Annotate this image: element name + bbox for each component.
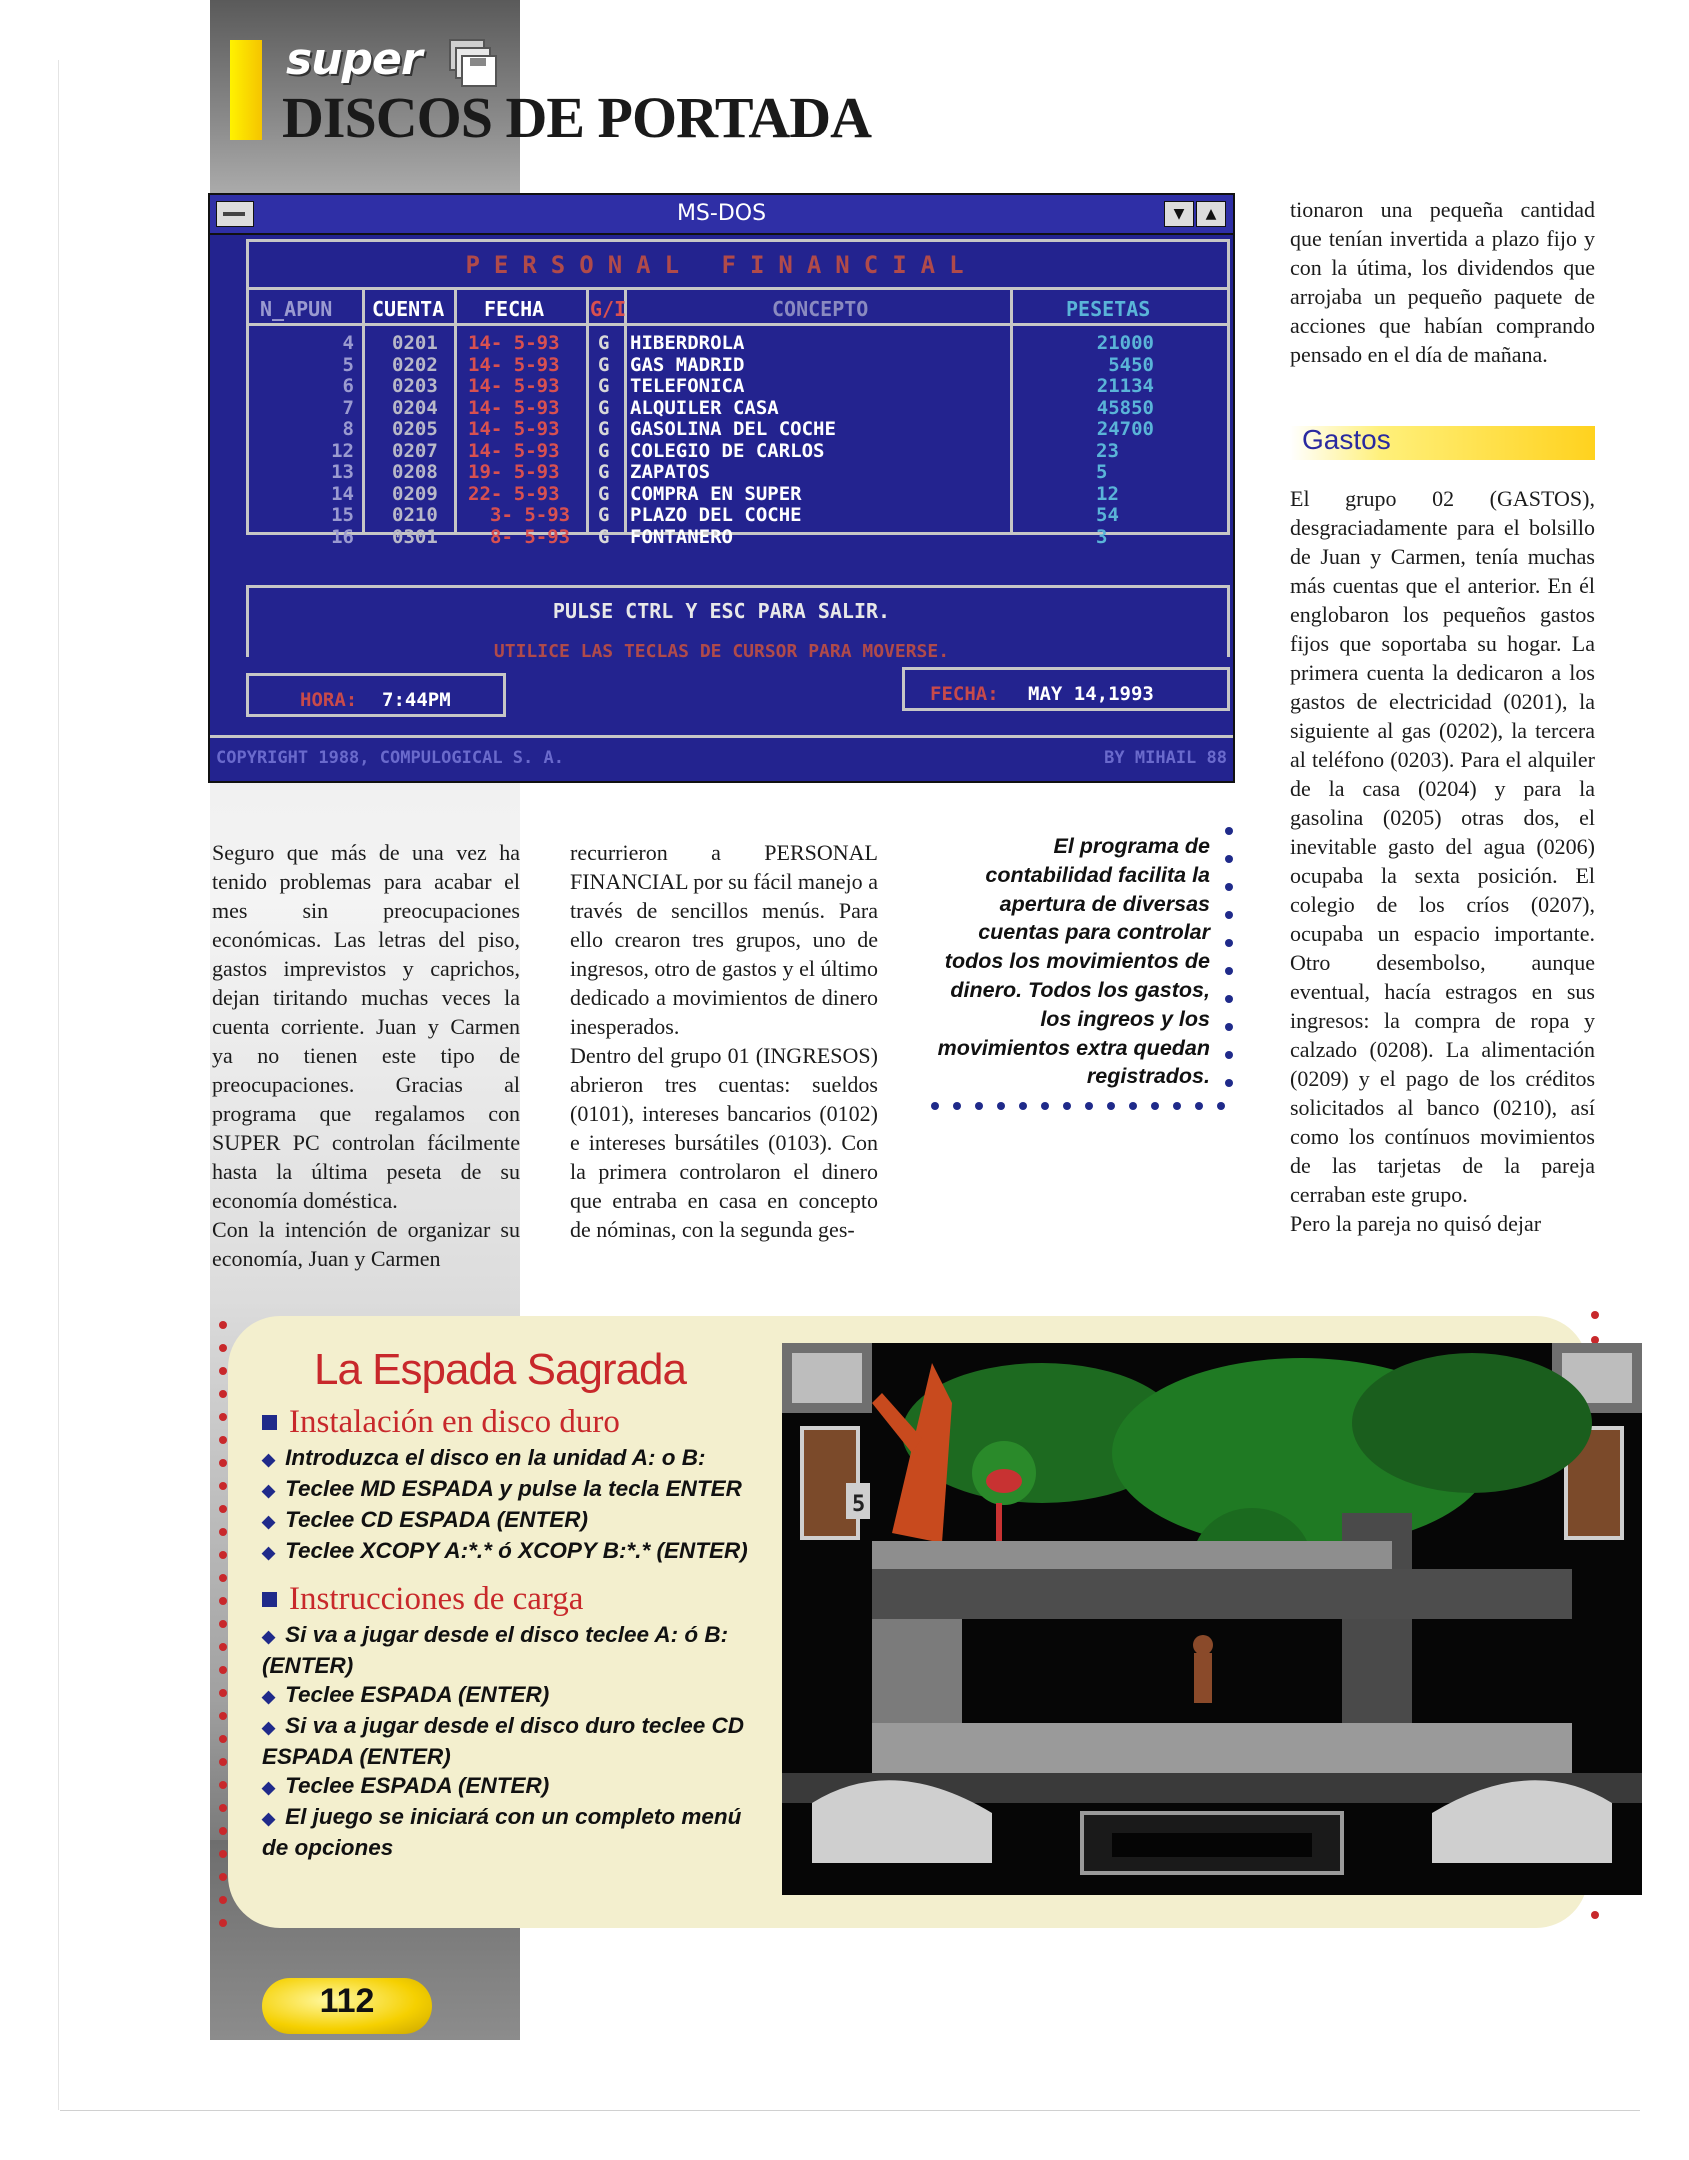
cell-gi: G (598, 461, 610, 483)
cell-cuenta: 0202 (392, 353, 438, 376)
paragraph: Seguro que más de una vez ha tenido problemas para acabar el mes sin preocupaciones económicas. Las letras del piso, gastos imprevistos y caprichos, dejan tiritando muchas veces la cuenta corriente. Juan y Carmen ya no tienen este tipo de preocupaciones. Gracias al programa que regalamos con SUPER PC controlan fácilmente hasta la última peseta de su economía doméstica. (212, 840, 520, 1213)
cell-gi: G (598, 375, 610, 397)
copyright-line: COPYRIGHT 1988, COMPULOGICAL S. A. (216, 748, 564, 768)
game-scene (782, 1343, 1642, 1895)
diamond-bullet-icon: ◆ (262, 1450, 276, 1469)
cell-gi: G (598, 396, 610, 419)
install-steps (262, 1443, 772, 1567)
dotted-border (930, 1101, 1234, 1111)
cell-concepto: GAS MADRID (630, 353, 745, 376)
cell-gi: G (598, 353, 610, 376)
cell-gi: G (598, 525, 610, 548)
cell-fecha: 14- 5-93 (468, 396, 560, 419)
divider (1010, 287, 1013, 535)
list-item (262, 1536, 772, 1567)
list-item (262, 1711, 772, 1771)
install-section (262, 1404, 772, 1862)
cell-napun: 4 (342, 332, 354, 354)
header-accent-bar (230, 40, 262, 140)
step-text: Teclee ESPADA (ENTER) (285, 1773, 550, 1798)
paragraph: El grupo 02 (GASTOS), desgraciadamente para el bolsillo de Juan y Carmen, tenía muchas más cuentas que el anterior. En él englobaron los pequeños gastos fijos que soportaba su hogar. La primera cuenta la dedicaron a los gastos de electricidad (0201), la siguiente al gas (0202), la tercera al teléfono (0203). Para el alquiler de la casa (0204) y para la gasolina (0205) otras dos, el inevitable gasto del agua (0206) ocupaba la sexta posición. El colegio de los críos (0207), ocupaba un espacio importante. Otro desembolso, aunque eventual, hacía estragos en sus ingresos: la compra de ropa y calzado (0208). La alimentación (0209) y el pago de los créditos solicitados al banco (0210), así como los contínuos movimientos de las tarjetas de la pareja cerraban este grupo. (1290, 486, 1595, 1207)
paragraph: Con la intención de organizar su economía, Juan y Carmen (212, 1217, 520, 1271)
cell-fecha: 22- 5-93 (468, 482, 560, 505)
cell-cuenta: 0207 (392, 439, 438, 462)
fecha-label: FECHA: (930, 683, 999, 705)
step-text: Teclee ESPADA (ENTER) (285, 1682, 550, 1707)
cell-napun: 13 (331, 461, 354, 483)
cell-pesetas: 23 (1096, 439, 1119, 462)
divider (246, 323, 1230, 326)
section-title: DISCOS DE PORTADA (282, 85, 871, 150)
divider (246, 287, 1230, 290)
cell-pesetas: 21000 (1096, 332, 1154, 354)
install-heading-text: Instalación en disco duro (289, 1404, 620, 1440)
load-steps (262, 1620, 772, 1862)
cell-cuenta: 0208 (392, 461, 438, 483)
exit-message: PULSE CTRL Y ESC PARA SALIR. (552, 599, 891, 623)
bottom-rule (60, 2110, 1640, 2111)
gastos-heading: Gastos (1302, 424, 1391, 455)
divider (624, 287, 627, 535)
diamond-bullet-icon: ◆ (262, 1718, 276, 1737)
step-text: Introduzca el disco en la unidad A: o B: (285, 1445, 706, 1470)
dotted-border (218, 1320, 228, 1928)
author-line: BY MIHAIL 88 (1104, 748, 1227, 768)
col-header-cuenta: CUENTA (372, 297, 445, 321)
cell-gi: G (598, 439, 610, 462)
load-heading (262, 1581, 772, 1618)
cell-cuenta: 0205 (392, 418, 438, 440)
diamond-bullet-icon: ◆ (262, 1481, 276, 1500)
cell-concepto: HIBERDROLA (630, 332, 745, 354)
cell-napun: 7 (342, 396, 354, 419)
list-item (262, 1802, 772, 1862)
square-bullet-icon (262, 1415, 277, 1430)
pull-quote: El programa de contabilidad facilita la apertura de diversas cuentas para controlar todos los movimientos de dinero. Todos los gastos, los ingreos y los movimientos extra quedan registrados. (937, 834, 1210, 1089)
article-col2 (570, 838, 878, 1244)
cell-concepto: TELEFONICA (630, 375, 745, 397)
divider (362, 287, 365, 535)
msdos-window (208, 193, 1235, 783)
cell-cuenta: 0301 (392, 525, 438, 548)
cell-fecha: 8- 5-93 (490, 525, 571, 548)
cell-cuenta: 0209 (392, 482, 438, 505)
cell-cuenta: 0203 (392, 375, 438, 397)
cell-fecha: 14- 5-93 (468, 332, 560, 354)
divider (586, 287, 589, 535)
col-header-concepto: CONCEPTO (772, 297, 869, 321)
step-text: Teclee CD ESPADA (ENTER) (285, 1507, 589, 1532)
cursor-message: UTILICE LAS TECLAS DE CURSOR PARA MOVERSE. (493, 641, 950, 662)
step-text: Si va a jugar desde el disco duro teclee CD ESPADA (ENTER) (262, 1713, 744, 1769)
diamond-bullet-icon: ◆ (262, 1778, 276, 1797)
cell-concepto: COLEGIO DE CARLOS (630, 439, 825, 462)
diamond-bullet-icon: ◆ (262, 1512, 276, 1531)
list-item (262, 1505, 772, 1536)
diamond-bullet-icon: ◆ (262, 1687, 276, 1706)
minimize-button[interactable]: ▼ (1164, 201, 1194, 227)
article-col4 (1290, 484, 1595, 1238)
game-screenshot (782, 1343, 1642, 1895)
step-text: Teclee XCOPY A:*.* ó XCOPY B:*.* (ENTER) (285, 1538, 748, 1563)
list-item (262, 1443, 772, 1474)
window-titlebar (210, 195, 1233, 235)
hora-box (246, 673, 506, 717)
cell-pesetas: 3 (1096, 525, 1108, 548)
hora-label: HORA: (300, 689, 358, 711)
col-header-fecha: FECHA (484, 297, 545, 321)
diamond-bullet-icon: ◆ (262, 1809, 276, 1828)
col-header-napun: N_APUN (260, 297, 333, 321)
cell-gi: G (598, 482, 610, 505)
step-text: Teclee MD ESPADA y pulse la tecla ENTER (285, 1476, 742, 1501)
app-title: PERSONAL FINANCIAL (465, 251, 978, 279)
divider (454, 287, 457, 535)
hora-value: 7:44PM (382, 689, 451, 711)
cell-gi: G (598, 332, 610, 354)
paragraph: Pero la pareja no quisó dejar (1290, 1211, 1542, 1236)
step-text: Si va a jugar desde el disco teclee A: ó B: (ENTER) (262, 1622, 729, 1678)
cell-concepto: COMPRA EN SUPER (630, 482, 802, 505)
diamond-bullet-icon: ◆ (262, 1543, 276, 1562)
cell-cuenta: 0210 (392, 504, 438, 526)
cell-pesetas: 54 (1096, 504, 1119, 526)
cell-fecha: 14- 5-93 (468, 418, 560, 440)
super-logo: super (286, 34, 422, 85)
list-item (262, 1680, 772, 1711)
cell-napun: 8 (342, 418, 354, 440)
col-header-pesetas: PESETAS (1066, 297, 1151, 321)
list-item (262, 1474, 772, 1505)
maximize-button[interactable]: ▲ (1196, 201, 1226, 227)
cell-pesetas: 5 (1096, 461, 1108, 483)
page-margin-line (58, 60, 59, 2110)
cell-pesetas: 5450 (1108, 353, 1154, 376)
disk-stack-icon (432, 36, 502, 88)
cell-pesetas: 45850 (1096, 396, 1154, 419)
paragraph: tionaron una pequeña cantidad que tenían invertida a plazo fijo y con la útima, los dividendos que arrojaba un pequeño paquete de acciones que habían comprando pensado en el día de mañana. (1290, 197, 1595, 367)
paragraph: recurrieron a PERSONAL FINANCIAL por su fácil manejo a través de sencillos menús. Para ello crearon tres grupos, uno de ingresos, otro de gastos y el último dedicado a movimientos de dinero inesperados. (570, 840, 878, 1039)
cell-cuenta: 0204 (392, 396, 438, 419)
game-counter: 5 (852, 1492, 866, 1517)
cell-concepto: PLAZO DEL COCHE (630, 504, 802, 526)
cell-fecha: 14- 5-93 (468, 439, 560, 462)
list-item (262, 1771, 772, 1802)
cell-napun: 14 (331, 482, 354, 505)
paragraph: Dentro del grupo 01 (INGRESOS) abrieron tres cuentas: sueldos (0101), intereses bancarios (0102) e intereses bursátiles (0103). Con la primera controlaron el dinero que entraba en casa en concepto de nóminas, con la segunda ges- (570, 1043, 878, 1242)
cell-napun: 12 (331, 439, 354, 462)
cell-napun: 16 (331, 525, 354, 548)
cell-fecha: 14- 5-93 (468, 375, 560, 397)
cell-fecha: 3- 5-93 (490, 504, 571, 526)
cell-concepto: FONTANERO (630, 525, 733, 548)
cell-gi: G (598, 504, 610, 526)
cell-concepto: ZAPATOS (630, 461, 711, 483)
cell-fecha: 14- 5-93 (468, 353, 560, 376)
cell-concepto: ALQUILER CASA (630, 396, 779, 419)
install-heading (262, 1404, 772, 1441)
cell-pesetas: 21134 (1096, 375, 1154, 397)
square-bullet-icon (262, 1592, 277, 1607)
cell-fecha: 19- 5-93 (468, 461, 560, 483)
fecha-value: MAY 14,1993 (1028, 683, 1154, 705)
page-number: 112 (319, 1982, 375, 2020)
divider (210, 735, 1233, 738)
cell-napun: 15 (331, 504, 354, 526)
cell-napun: 5 (342, 353, 354, 376)
article-col4-top (1290, 195, 1595, 369)
window-title: MS-DOS (676, 201, 767, 226)
cell-cuenta: 0201 (392, 332, 438, 354)
box-title: La Espada Sagrada (314, 1345, 686, 1394)
step-text: El juego se iniciará con un completo menú de opciones (262, 1804, 742, 1860)
cell-gi: G (598, 418, 610, 440)
cell-pesetas: 12 (1096, 482, 1119, 505)
cell-napun: 6 (342, 375, 354, 397)
article-col1 (212, 838, 520, 1273)
diamond-bullet-icon: ◆ (262, 1627, 276, 1646)
cell-pesetas: 24700 (1096, 418, 1154, 440)
load-heading-text: Instrucciones de carga (289, 1581, 584, 1617)
list-item (262, 1620, 772, 1680)
dotted-border (1224, 826, 1234, 1101)
cell-concepto: GASOLINA DEL COCHE (630, 418, 836, 440)
col-header-gi: G/I (590, 297, 627, 321)
